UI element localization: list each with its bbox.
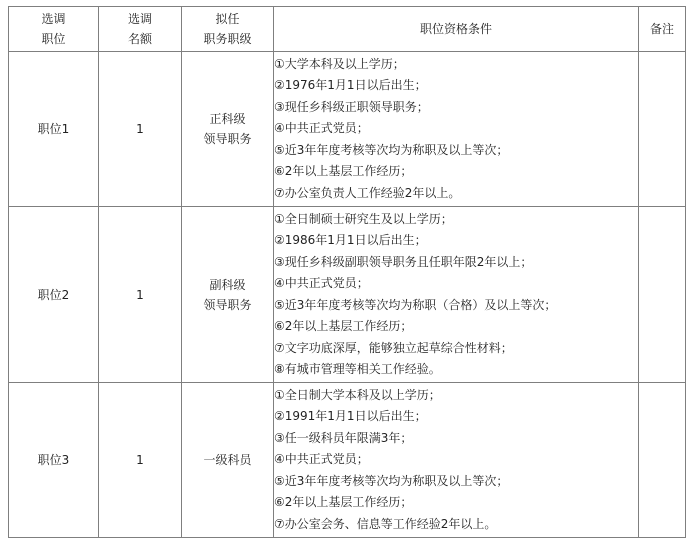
condition-item: ⑤近3年年度考核等次均为称职及以上等次； xyxy=(274,142,509,157)
condition-item: ⑧有城市管理等相关工作经验。 xyxy=(274,362,441,376)
rank-line: 正科级 xyxy=(209,112,246,126)
condition-item: ③现任乡科级正职领导职务； xyxy=(274,99,429,114)
table-row xyxy=(9,52,686,207)
condition-item: ②1986年1月1日以后出生； xyxy=(274,233,427,247)
condition-item: ②1976年1月1日以后出生； xyxy=(274,78,427,93)
rank-cell xyxy=(182,52,274,207)
position-requirements-table xyxy=(8,6,686,538)
condition-item: ②1991年1月1日以后出生； xyxy=(274,409,427,424)
condition-item: ④中共正式党员； xyxy=(274,276,369,290)
conditions-list xyxy=(274,209,638,381)
remark-cell xyxy=(639,52,686,207)
header-rank-line: 职务职级 xyxy=(203,32,252,46)
header-position-line: 职位 xyxy=(41,32,66,46)
condition-item: ③现任乡科级副职领导职务且任职年限2年以上； xyxy=(274,254,533,269)
header-rank-line: 拟任 xyxy=(215,12,240,26)
remark-cell xyxy=(639,207,686,383)
position-cell: 职位3 xyxy=(9,383,99,538)
condition-item: ⑦办公室会务、信息等工作经验2年以上。 xyxy=(274,516,497,531)
count-cell: 1 xyxy=(99,207,182,383)
rank-line: 领导职务 xyxy=(203,132,252,146)
position-cell: 职位2 xyxy=(9,207,99,383)
header-position xyxy=(9,7,99,52)
table-row xyxy=(9,207,686,383)
remark-cell xyxy=(639,383,686,538)
condition-item: ⑥2年以上基层工作经历； xyxy=(274,319,413,333)
count-cell: 1 xyxy=(99,52,182,207)
conditions-list xyxy=(274,385,638,536)
header-count xyxy=(99,7,182,52)
condition-item: ①大学本科及以上学历； xyxy=(274,56,405,71)
header-count-line: 选调 xyxy=(127,12,152,26)
condition-item: ⑤近3年年度考核等次均为称职（合格）及以上等次； xyxy=(274,297,557,312)
condition-item: ①全日制大学本科及以上学历； xyxy=(274,387,441,402)
position-cell: 职位1 xyxy=(9,52,99,207)
table-header-row xyxy=(9,7,686,52)
rank-line: 领导职务 xyxy=(203,297,252,312)
header-position-line: 选调 xyxy=(41,12,66,26)
count-cell: 1 xyxy=(99,383,182,538)
conditions-cell xyxy=(274,383,639,538)
rank-cell xyxy=(182,383,274,538)
condition-item: ①全日制硕士研究生及以上学历； xyxy=(274,211,453,226)
rank-line: 副科级 xyxy=(209,277,246,292)
table-row xyxy=(9,383,686,538)
conditions-cell xyxy=(274,52,639,207)
conditions-list xyxy=(274,54,638,205)
header-remark: 备注 xyxy=(639,7,686,52)
condition-item: ⑥2年以上基层工作经历； xyxy=(274,164,413,179)
condition-item: ⑦文字功底深厚，能够独立起草综合性材料； xyxy=(274,340,513,355)
rank-cell xyxy=(182,207,274,383)
header-count-line: 名额 xyxy=(127,32,152,46)
header-rank xyxy=(182,7,274,52)
conditions-cell xyxy=(274,207,639,383)
condition-item: ④中共正式党员； xyxy=(274,452,369,467)
rank-line: 一级科员 xyxy=(203,453,252,467)
header-conditions: 职位资格条件 xyxy=(274,7,639,52)
condition-item: ③任一级科员年限满3年； xyxy=(274,430,413,445)
condition-item: ⑤近3年年度考核等次均为称职及以上等次； xyxy=(274,473,509,488)
condition-item: ⑥2年以上基层工作经历； xyxy=(274,495,413,510)
condition-item: ④中共正式党员； xyxy=(274,121,369,136)
condition-item: ⑦办公室负责人工作经验2年以上。 xyxy=(274,185,461,200)
